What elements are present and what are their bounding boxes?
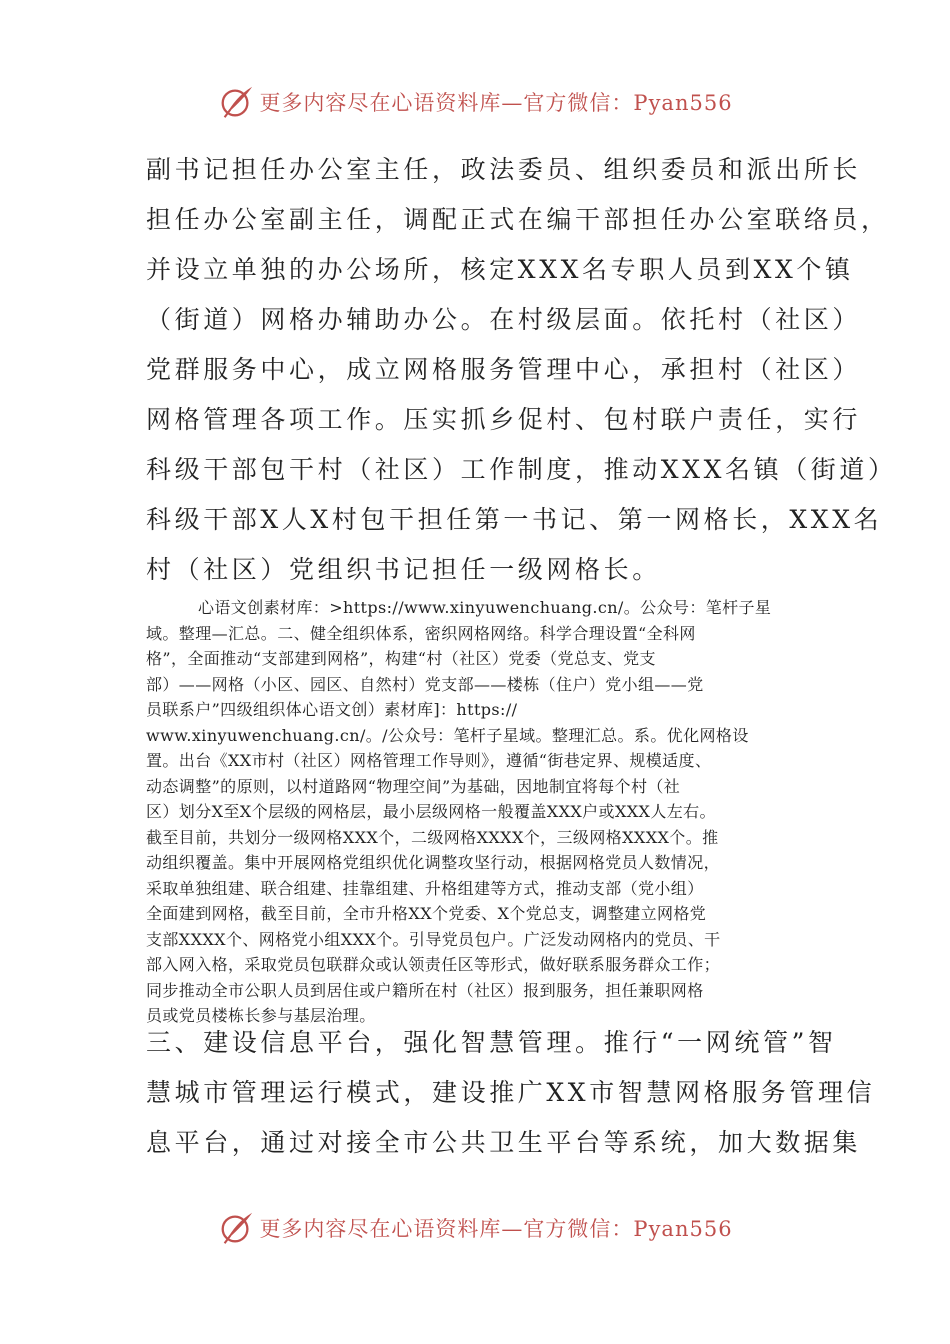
- small-text-line: 动态调整”的原则，以村道路网“物理空间”为基础，因地制宜将每个村（社: [146, 776, 681, 796]
- text-line: 担任办公室副主任，调配正式在编干部担任办公室联络员，: [146, 205, 890, 234]
- text-line: 科级干部包干村（社区）工作制度，推动XXX名镇（街道）: [146, 455, 897, 484]
- small-text-line: 全面建到网格，截至目前，全市升格XX个党委、X个党总支，调整建立网格党: [146, 904, 707, 923]
- small-text-line: 动组织覆盖。集中开展网格党组织优化调整攻坚行动，根据网格党员人数情况，: [146, 853, 721, 872]
- header-banner: [0, 80, 950, 124]
- small-text-line: 员联系户”四级组织体心语文创）素材库]：https://: [146, 700, 518, 719]
- text-line: 网格管理各项工作。压实抓乡促村、包村联户责任，实行: [146, 405, 862, 434]
- body-text-top: [146, 145, 897, 595]
- text-line: 并设立单独的办公场所，核定XXX名专职人员到XX个镇: [146, 255, 854, 284]
- text-line: （街道）网格办辅助办公。在村级层面。依托村（社区）: [146, 305, 862, 334]
- text-line: 科级干部X人X村包干担任第一书记、第一网格长，XXX名: [146, 505, 883, 534]
- small-text-line: 采取单独组建、联合组建、挂靠组建、升格组建等方式，推动支部（党小组）: [146, 878, 704, 898]
- small-text-line: 格”，全面推动“支部建到网格”，构建“村（社区）党委（党总支、党支: [146, 649, 656, 668]
- text-line: 三、建设信息平台，强化智慧管理。推行“一网统管”智: [146, 1028, 837, 1057]
- text-line: 党群服务中心，成立网格服务管理中心，承担村（社区）: [146, 355, 862, 384]
- small-text-line: 区）划分X至X个层级的网格层，最小层级网格一般覆盖XXX户或XXX人左右。: [146, 802, 716, 821]
- small-text-line: 同步推动全市公职人员到居住或户籍所在村（社区）报到服务，担任兼职网格: [146, 980, 704, 1000]
- quill-logo-icon: [217, 1209, 255, 1247]
- text-line: 慧城市管理运行模式，建设推广XX市智慧网格服务管理信: [146, 1078, 876, 1107]
- footer-banner-text: 更多内容尽在心语资料库—官方微信：Pyan556: [259, 1217, 733, 1241]
- body-text-small: [146, 595, 812, 1029]
- small-text-line: 心语文创素材库：>https://www.xinyuwenchuang.cn/。公众号：笔杆子星: [198, 598, 772, 617]
- small-text-line: www.xinyuwenchuang.cn/。/公众号：笔杆子星域。整理汇总。系。优化网格设: [146, 725, 749, 745]
- small-text-line: 部入网入格，采取党员包联群众或认领责任区等形式，做好联系服务群众工作；: [146, 955, 721, 974]
- body-text-bottom: [146, 1018, 876, 1168]
- small-text-line: 部）——网格（小区、园区、自然村）党支部——楼栋（住户）党小组——党: [146, 674, 704, 694]
- footer-banner: [0, 1206, 950, 1250]
- small-text-line: 支部XXXX个、网格党小组XXX个。引导党员包户。广泛发动网格内的党员、干: [146, 929, 721, 949]
- text-line: 村（社区）党组织书记担任一级网格长。: [146, 555, 661, 584]
- small-text-line: 截至目前，共划分一级网格XXX个，二级网格XXXX个，三级网格XXXX个。推: [146, 827, 719, 847]
- quill-logo-icon: [217, 83, 255, 121]
- small-text-line: 员或党员楼栋长参与基层治理。: [146, 1006, 376, 1025]
- small-text-line: 域。整理—汇总。二、健全组织体系，密织网格网络。科学合理设置“全科网: [146, 623, 696, 643]
- text-line: 息平台，通过对接全市公共卫生平台等系统，加大数据集: [146, 1128, 862, 1157]
- text-line: 副书记担任办公室主任，政法委员、组织委员和派出所长: [146, 155, 862, 184]
- small-text-line: 置。出台《XX市村（社区）网格管理工作导则》，遵循“街巷定界、规模适度、: [146, 751, 712, 770]
- header-banner-text: 更多内容尽在心语资料库—官方微信：Pyan556: [259, 91, 733, 115]
